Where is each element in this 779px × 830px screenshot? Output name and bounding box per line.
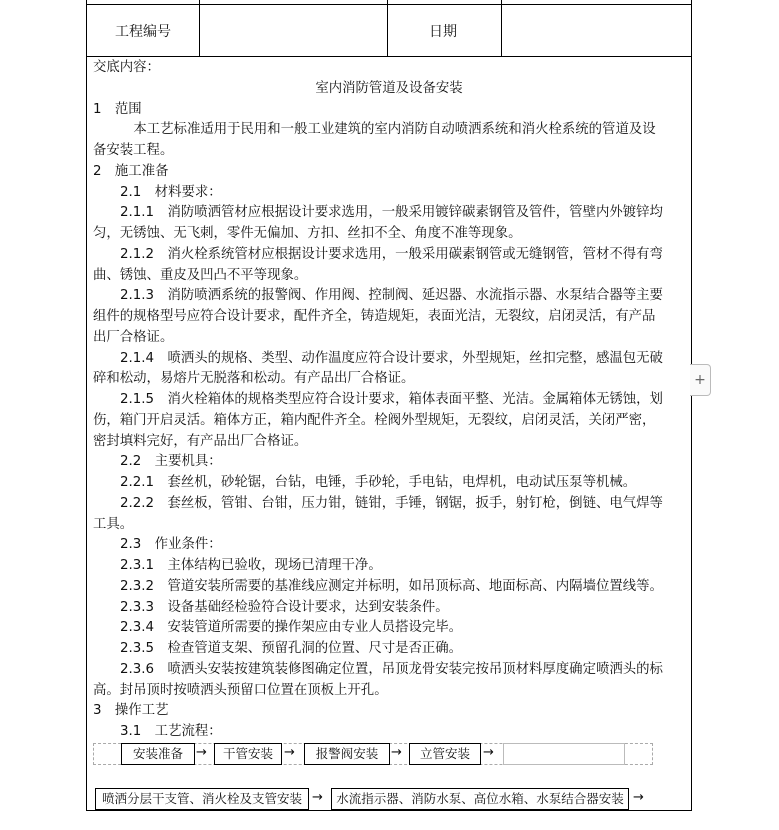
content-line: 1 范围: [93, 101, 142, 117]
content-line: 2.2.2 套丝板，管钳、台钳，压力钳，链钳，手锤，钢锯，扳手，射钉枪，倒链、电气焊等: [120, 495, 663, 511]
flow-step-branch-pipes: 喷洒分层干支管、消火栓及支管安装: [95, 788, 309, 810]
flow-row-2: [93, 788, 653, 810]
date-field[interactable]: [502, 5, 689, 55]
flow-arrow: →: [391, 745, 402, 760]
content-line: 2.2 主要机具：: [120, 454, 222, 470]
header-divider-2: [387, 0, 388, 56]
flow-step-riser: 立管安装: [409, 743, 481, 765]
content-line: 2.1.4 喷洒头的规格、类型、动作温度应符合设计要求，外型规矩，丝扣完整，感温包无破: [120, 350, 663, 366]
content-line: 2 施工准备: [93, 163, 169, 179]
flow-step-main-pipe: 干管安装: [214, 743, 282, 765]
content-line: 2.3.5 检查管道支架、预留孔洞的位置、尺寸是否正确。: [120, 641, 463, 656]
content-line: 碎和松动，易熔片无脱落和松动。有产品出厂合格证。: [93, 371, 415, 387]
project-no-label: 工程编号: [115, 24, 171, 40]
flow-step-prepare: 安装准备: [121, 743, 195, 765]
handover-content: [93, 58, 685, 743]
header-bottom-line: [87, 56, 691, 57]
content-line: 2.3.6 喷洒头安装按建筑装修图确定位置，吊顶龙骨安装完按吊顶材料厚度确定喷洒头的标: [120, 661, 663, 677]
content-line: 2.3.2 管道安装所需要的基准线应测定并标明，如吊顶标高、地面标高、内隔墙位置线等。: [120, 578, 663, 594]
content-line: 2.1.2 消火栓系统管材应根据设计要求选用，一般采用碳素钢管或无缝钢管，管材不得有弯: [120, 246, 663, 262]
content-line: 伤，箱门开启灵活。箱体方正，箱内配件齐全。栓阀外型规矩，无裂纹，启闭灵活，关闭严密，: [93, 412, 656, 428]
content-line: 2.3.4 安装管道所需要的操作架应由专业人员搭设完毕。: [120, 620, 463, 636]
intro-label: 交底内容：: [93, 60, 160, 75]
content-line: 2.1 材料要求：: [120, 184, 222, 200]
handover-sheet: [86, 0, 692, 811]
content-line: 2.1.3 消防喷洒系统的报警阀、作用阀、控制阀、延迟器、水流指示器、水泵结合器等主要: [120, 288, 663, 304]
flow-step-alarm-valve: 报警阀安装: [304, 743, 390, 765]
flow-arrow: →: [312, 790, 323, 805]
flow-step-equipment: 水流指示器、消防水泵、高位水箱、水泵结合器安装: [331, 788, 629, 810]
content-line: 2.1.5 消火栓箱体的规格类型应符合设计要求，箱体表面平整、光洁。金属箱体无锈蚀，划: [120, 392, 663, 407]
project-no-field[interactable]: [200, 5, 386, 55]
content-line: 本工艺标准适用于民用和一般工业建筑的室内消防自动喷洒系统和消火栓系统的管道及设: [120, 122, 656, 138]
content-line: 3 操作工艺: [93, 703, 169, 719]
date-label: 日期: [429, 24, 457, 40]
flow-arrow: →: [483, 745, 494, 760]
content-line: 高。封吊顶时按喷洒头预留口位置在顶板上开孔。: [93, 682, 388, 698]
content-line: 工具。: [93, 516, 134, 532]
content-line: 匀，无锈蚀、无飞刺，零件无偏加、方扣、丝扣不全、角度不准等现象。: [93, 226, 522, 241]
content-line: 备安装工程。: [93, 143, 174, 158]
flow-step-empty: [503, 743, 625, 765]
content-line: 2.3.3 设备基础经检验符合设计要求，达到安装条件。: [120, 599, 449, 615]
content-line: 2.3.1 主体结构已验收，现场已清理干净。: [120, 558, 382, 573]
flow-arrow: →: [196, 745, 207, 760]
flow-arrow: →: [284, 745, 295, 760]
content-line: 2.2.1 套丝机，砂轮锯，台钻，电锤，手砂轮，手电钻，电焊机，电动试压泵等机械。: [120, 475, 637, 490]
expand-button[interactable]: +: [690, 364, 711, 396]
content-line: 2.1.1 消防喷洒管材应根据设计要求选用，一般采用镀锌碳素钢管及管件，管壁内外镀锌均: [120, 205, 663, 221]
content-line: 曲、锈蚀、重皮及凹凸不平等现象。: [93, 267, 308, 283]
flow-row-1: [93, 743, 653, 765]
content-line: 3.1 工艺流程：: [120, 724, 222, 739]
content-line: 出厂合格证。: [93, 329, 174, 345]
content-lines: [93, 100, 685, 743]
content-line: 2.3 作业条件：: [120, 537, 222, 553]
content-line: 密封填料完好，有产品出厂合格证。: [93, 433, 308, 449]
content-line: 组件的规格型号应符合设计要求，配件齐全，铸造规矩，表面光洁，无裂纹，启闭灵活，有产品: [93, 309, 656, 324]
flow-arrow: →: [633, 790, 644, 805]
doc-title: 室内消防管道及设备安装: [315, 80, 463, 96]
